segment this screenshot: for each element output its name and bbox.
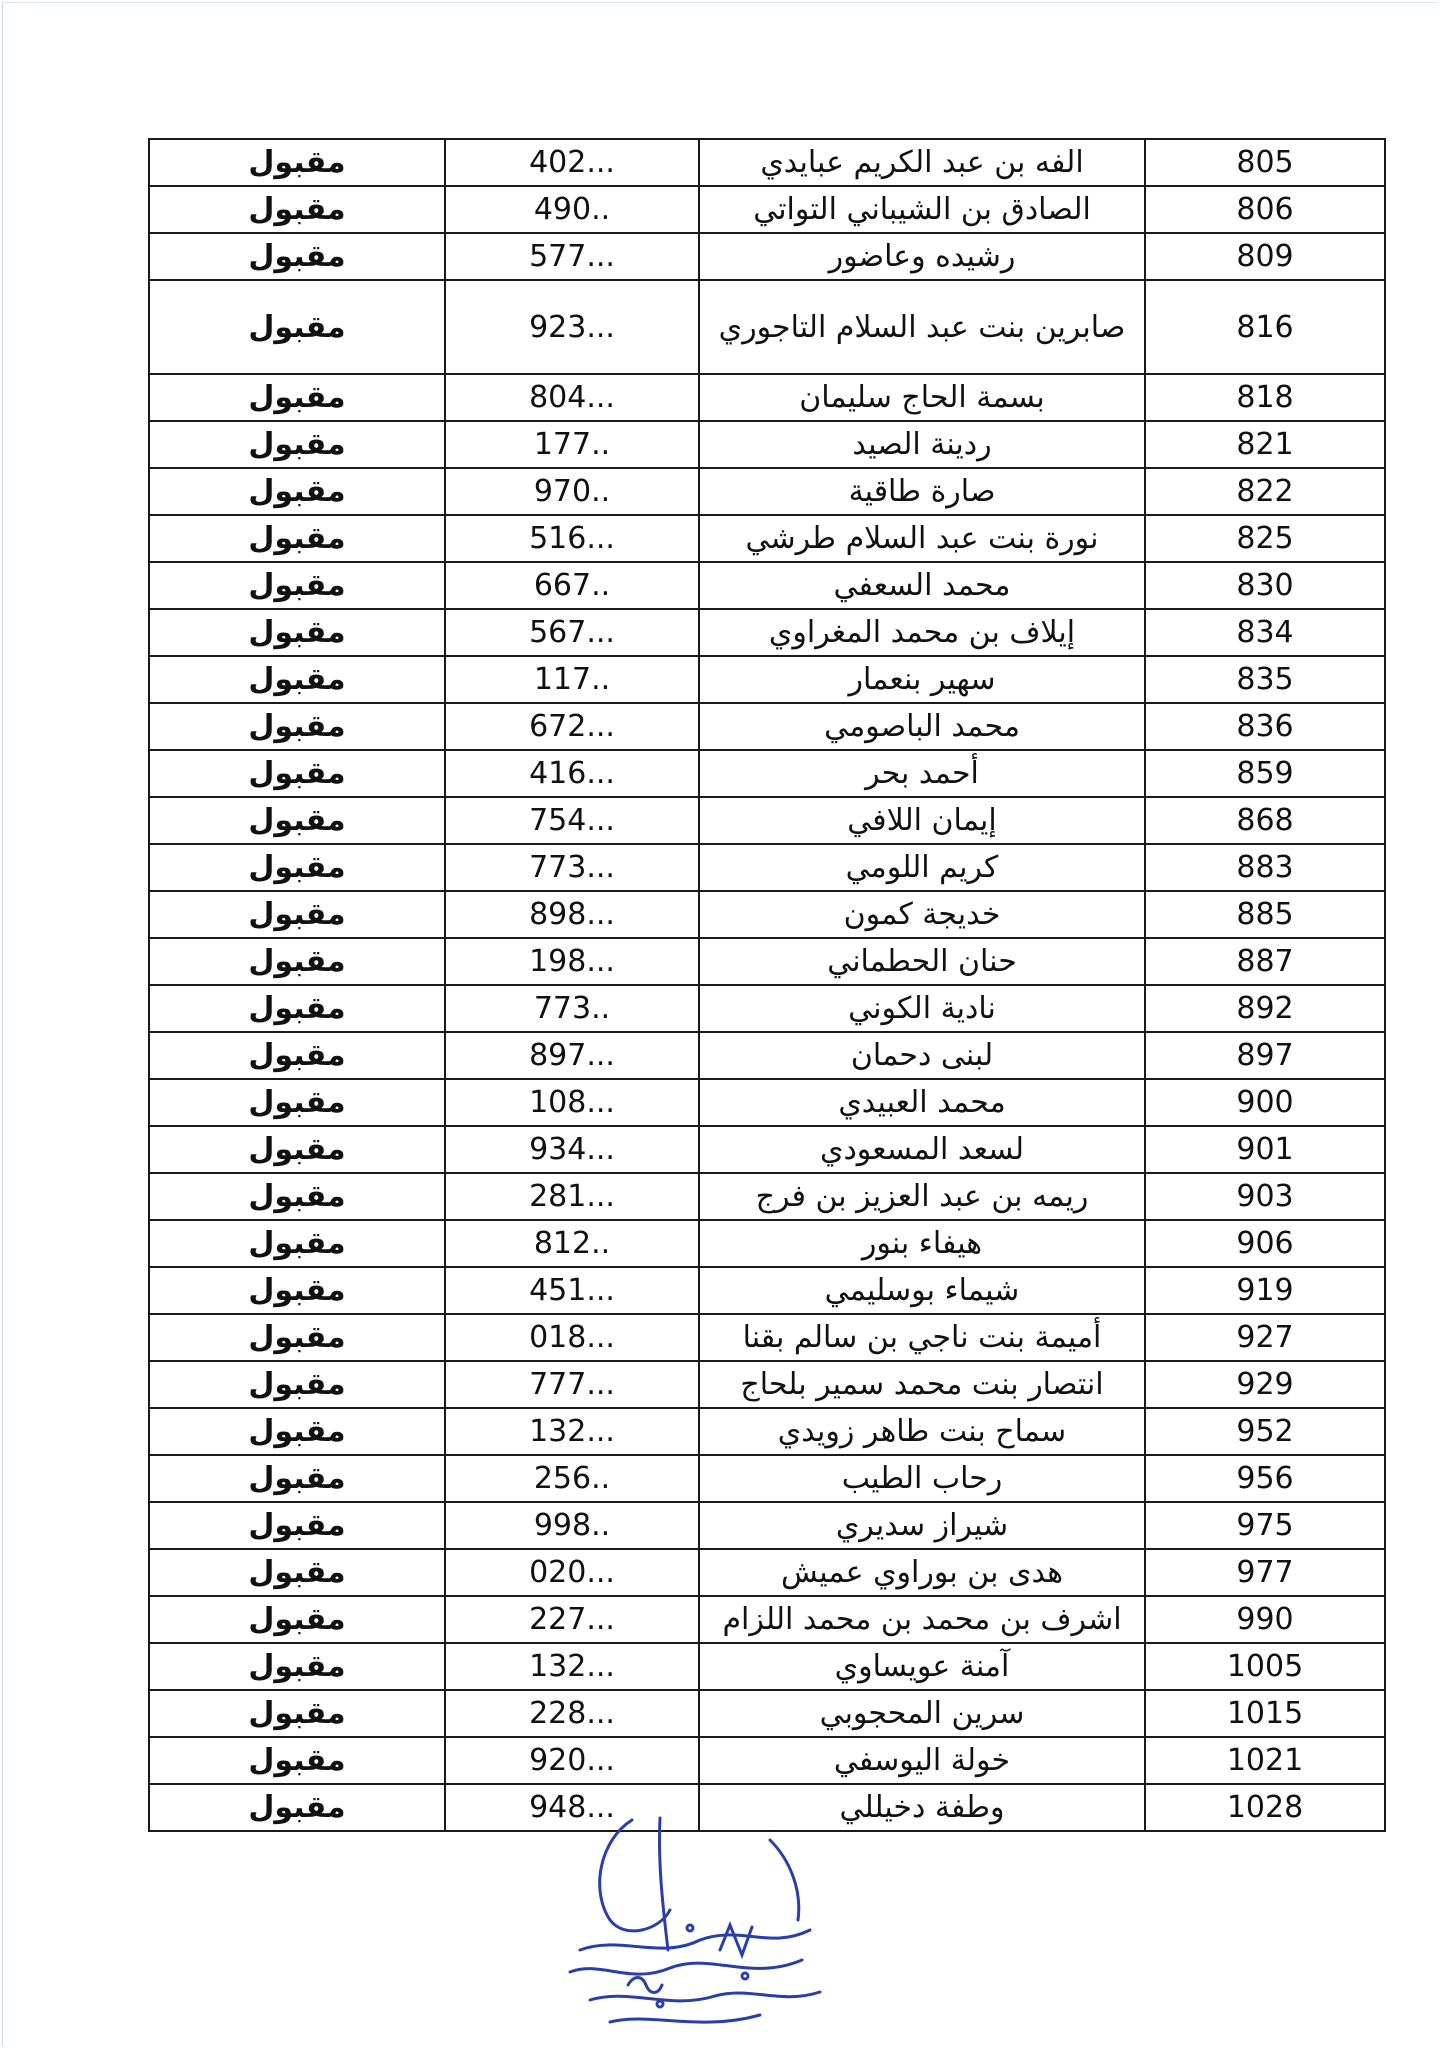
table-row (149, 703, 1385, 750)
table-row (149, 1314, 1385, 1361)
status-cell: مقبول (149, 1220, 445, 1267)
code-cell: 898... (445, 891, 699, 938)
name-cell: ردينة الصيد (699, 421, 1145, 468)
table-row (149, 1549, 1385, 1596)
number-cell: 809 (1145, 233, 1385, 280)
number-cell: 887 (1145, 938, 1385, 985)
name-cell: إيمان اللافي (699, 797, 1145, 844)
status-cell: مقبول (149, 1314, 445, 1361)
status-cell: مقبول (149, 233, 445, 280)
name-cell: أحمد بحر (699, 750, 1145, 797)
results-table (148, 138, 1386, 1832)
number-cell: 927 (1145, 1314, 1385, 1361)
number-cell: 806 (1145, 186, 1385, 233)
status-cell: مقبول (149, 1643, 445, 1690)
name-cell: آمنة عويساوي (699, 1643, 1145, 1690)
code-cell: 490.. (445, 186, 699, 233)
code-cell: 672... (445, 703, 699, 750)
table-row (149, 656, 1385, 703)
table-row (149, 1126, 1385, 1173)
status-cell: مقبول (149, 1126, 445, 1173)
status-cell: مقبول (149, 844, 445, 891)
table-row (149, 280, 1385, 374)
table-row (149, 1596, 1385, 1643)
status-cell: مقبول (149, 421, 445, 468)
number-cell: 834 (1145, 609, 1385, 656)
code-cell: 920... (445, 1737, 699, 1784)
table-row (149, 1737, 1385, 1784)
name-cell: لبنى دحمان (699, 1032, 1145, 1079)
table-row (149, 186, 1385, 233)
name-cell: خديجة كمون (699, 891, 1145, 938)
code-cell: 948... (445, 1784, 699, 1831)
name-cell: الصادق بن الشيباني التواتي (699, 186, 1145, 233)
number-cell: 1028 (1145, 1784, 1385, 1831)
number-cell: 1015 (1145, 1690, 1385, 1737)
number-cell: 836 (1145, 703, 1385, 750)
number-cell: 825 (1145, 515, 1385, 562)
number-cell: 990 (1145, 1596, 1385, 1643)
number-cell: 901 (1145, 1126, 1385, 1173)
code-cell: 567... (445, 609, 699, 656)
table-row (149, 1643, 1385, 1690)
name-cell: الفه بن عبد الكريم عبايدي (699, 139, 1145, 186)
status-cell: مقبول (149, 1079, 445, 1126)
code-cell: 812.. (445, 1220, 699, 1267)
code-cell: 970.. (445, 468, 699, 515)
code-cell: 777... (445, 1361, 699, 1408)
number-cell: 885 (1145, 891, 1385, 938)
code-cell: 132... (445, 1643, 699, 1690)
number-cell: 929 (1145, 1361, 1385, 1408)
number-cell: 835 (1145, 656, 1385, 703)
number-cell: 1021 (1145, 1737, 1385, 1784)
code-cell: 228... (445, 1690, 699, 1737)
name-cell: سهير بنعمار (699, 656, 1145, 703)
name-cell: شيراز سديري (699, 1502, 1145, 1549)
status-cell: مقبول (149, 703, 445, 750)
table-row (149, 985, 1385, 1032)
status-cell: مقبول (149, 656, 445, 703)
status-cell: مقبول (149, 374, 445, 421)
name-cell: محمد العبيدي (699, 1079, 1145, 1126)
number-cell: 816 (1145, 280, 1385, 374)
number-cell: 868 (1145, 797, 1385, 844)
name-cell: ريمه بن عبد العزيز بن فرج (699, 1173, 1145, 1220)
code-cell: 018... (445, 1314, 699, 1361)
status-cell: مقبول (149, 797, 445, 844)
number-cell: 818 (1145, 374, 1385, 421)
name-cell: خولة اليوسفي (699, 1737, 1145, 1784)
status-cell: مقبول (149, 562, 445, 609)
code-cell: 117.. (445, 656, 699, 703)
name-cell: وطفة دخيللي (699, 1784, 1145, 1831)
code-cell: 897... (445, 1032, 699, 1079)
code-cell: 177.. (445, 421, 699, 468)
code-cell: 451... (445, 1267, 699, 1314)
name-cell: نادية الكوني (699, 985, 1145, 1032)
code-cell: 773.. (445, 985, 699, 1032)
status-cell: مقبول (149, 1502, 445, 1549)
number-cell: 975 (1145, 1502, 1385, 1549)
name-cell: رشيده وعاضور (699, 233, 1145, 280)
table-row (149, 233, 1385, 280)
status-cell: مقبول (149, 891, 445, 938)
code-cell: 516... (445, 515, 699, 562)
name-cell: إيلاف بن محمد المغراوي (699, 609, 1145, 656)
code-cell: 804... (445, 374, 699, 421)
table-row (149, 468, 1385, 515)
table-row (149, 1690, 1385, 1737)
code-cell: 998.. (445, 1502, 699, 1549)
name-cell: انتصار بنت محمد سمير بلحاج (699, 1361, 1145, 1408)
status-cell: مقبول (149, 985, 445, 1032)
status-cell: مقبول (149, 186, 445, 233)
table-row (149, 1267, 1385, 1314)
number-cell: 1005 (1145, 1643, 1385, 1690)
table-row (149, 609, 1385, 656)
code-cell: 577... (445, 233, 699, 280)
number-cell: 977 (1145, 1549, 1385, 1596)
name-cell: رحاب الطيب (699, 1455, 1145, 1502)
table-row (149, 1220, 1385, 1267)
table-row (149, 1173, 1385, 1220)
code-cell: 198... (445, 938, 699, 985)
table-row (149, 515, 1385, 562)
name-cell: محمد الباصومي (699, 703, 1145, 750)
number-cell: 903 (1145, 1173, 1385, 1220)
number-cell: 830 (1145, 562, 1385, 609)
status-cell: مقبول (149, 1267, 445, 1314)
status-cell: مقبول (149, 1596, 445, 1643)
code-cell: 402... (445, 139, 699, 186)
table-row (149, 750, 1385, 797)
code-cell: 754... (445, 797, 699, 844)
table-row (149, 139, 1385, 186)
code-cell: 416... (445, 750, 699, 797)
number-cell: 906 (1145, 1220, 1385, 1267)
code-cell: 227... (445, 1596, 699, 1643)
name-cell: اشرف بن محمد بن محمد اللزام (699, 1596, 1145, 1643)
results-table-body (149, 139, 1385, 1831)
status-cell: مقبول (149, 1361, 445, 1408)
status-cell: مقبول (149, 1032, 445, 1079)
number-cell: 883 (1145, 844, 1385, 891)
table-row (149, 421, 1385, 468)
signature-stamp (540, 1800, 860, 2040)
number-cell: 952 (1145, 1408, 1385, 1455)
table-row (149, 938, 1385, 985)
number-cell: 956 (1145, 1455, 1385, 1502)
table-row (149, 1455, 1385, 1502)
status-cell: مقبول (149, 139, 445, 186)
name-cell: حنان الحطماني (699, 938, 1145, 985)
number-cell: 919 (1145, 1267, 1385, 1314)
handwritten-signature (540, 1800, 860, 2040)
table-row (149, 1032, 1385, 1079)
table-row (149, 1361, 1385, 1408)
number-cell: 892 (1145, 985, 1385, 1032)
table-row (149, 1079, 1385, 1126)
status-cell: مقبول (149, 609, 445, 656)
number-cell: 859 (1145, 750, 1385, 797)
code-cell: 923... (445, 280, 699, 374)
table-row (149, 1408, 1385, 1455)
number-cell: 900 (1145, 1079, 1385, 1126)
code-cell: 256.. (445, 1455, 699, 1502)
name-cell: هيفاء بنور (699, 1220, 1145, 1267)
status-cell: مقبول (149, 1408, 445, 1455)
name-cell: صارة طاقية (699, 468, 1145, 515)
table-row (149, 1502, 1385, 1549)
table-row (149, 797, 1385, 844)
name-cell: سماح بنت طاهر زويدي (699, 1408, 1145, 1455)
code-cell: 667.. (445, 562, 699, 609)
table-row (149, 374, 1385, 421)
table-row (149, 891, 1385, 938)
name-cell: شيماء بوسليمي (699, 1267, 1145, 1314)
name-cell: نورة بنت عبد السلام طرشي (699, 515, 1145, 562)
name-cell: بسمة الحاج سليمان (699, 374, 1145, 421)
status-cell: مقبول (149, 1455, 445, 1502)
name-cell: سرين المحجوبي (699, 1690, 1145, 1737)
code-cell: 132... (445, 1408, 699, 1455)
number-cell: 897 (1145, 1032, 1385, 1079)
name-cell: لسعد المسعودي (699, 1126, 1145, 1173)
name-cell: كريم اللومي (699, 844, 1145, 891)
name-cell: أميمة بنت ناجي بن سالم بقنا (699, 1314, 1145, 1361)
number-cell: 822 (1145, 468, 1385, 515)
status-cell: مقبول (149, 938, 445, 985)
code-cell: 281... (445, 1173, 699, 1220)
number-cell: 805 (1145, 139, 1385, 186)
status-cell: مقبول (149, 1690, 445, 1737)
table-row (149, 562, 1385, 609)
name-cell: محمد السعفي (699, 562, 1145, 609)
name-cell: هدى بن بوراوي عميش (699, 1549, 1145, 1596)
name-cell: صابرين بنت عبد السلام التاجوري (699, 280, 1145, 374)
code-cell: 934... (445, 1126, 699, 1173)
status-cell: مقبول (149, 1784, 445, 1831)
status-cell: مقبول (149, 1173, 445, 1220)
table-row (149, 844, 1385, 891)
status-cell: مقبول (149, 280, 445, 374)
code-cell: 773... (445, 844, 699, 891)
status-cell: مقبول (149, 1549, 445, 1596)
status-cell: مقبول (149, 515, 445, 562)
code-cell: 020... (445, 1549, 699, 1596)
status-cell: مقبول (149, 468, 445, 515)
number-cell: 821 (1145, 421, 1385, 468)
status-cell: مقبول (149, 1737, 445, 1784)
status-cell: مقبول (149, 750, 445, 797)
code-cell: 108... (445, 1079, 699, 1126)
